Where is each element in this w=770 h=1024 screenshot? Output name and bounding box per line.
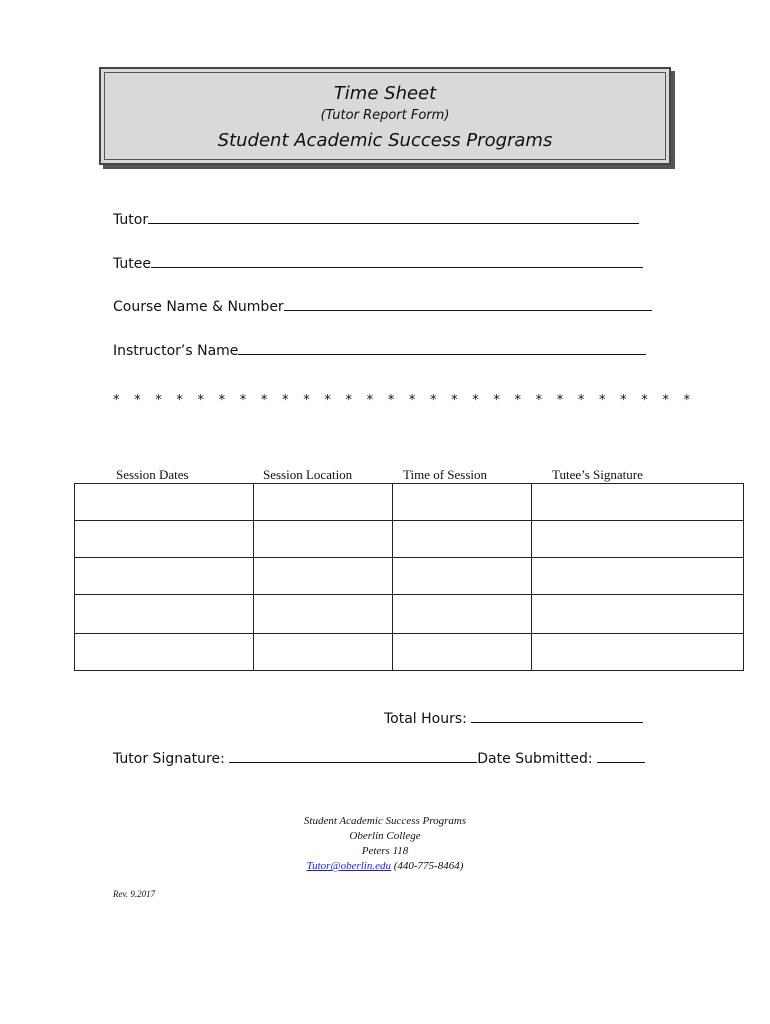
table-cell[interactable] [393, 634, 532, 671]
title-box [99, 67, 671, 165]
table-row [75, 521, 744, 558]
tutee-line[interactable] [151, 253, 643, 268]
instructor-field[interactable] [113, 340, 646, 359]
course-label: Course Name & Number [113, 299, 284, 315]
col-session-dates: Session Dates [116, 467, 189, 482]
total-hours-label: Total Hours: [384, 711, 467, 727]
form-title: Time Sheet [333, 83, 437, 104]
tutee-label: Tutee [113, 256, 152, 272]
tutor-line[interactable] [148, 209, 639, 224]
table-cell[interactable] [532, 634, 744, 671]
tutor-field[interactable] [113, 209, 639, 228]
table-cell[interactable] [254, 521, 393, 558]
instructor-line[interactable] [238, 340, 646, 355]
date-submitted-line[interactable] [597, 750, 645, 763]
revision-note: Rev. 9.2017 [113, 889, 156, 899]
footer-college: Oberlin College [349, 830, 421, 842]
form-subtitle: (Tutor Report Form) [320, 108, 450, 123]
table-cell[interactable] [75, 484, 254, 521]
table-cell[interactable] [532, 558, 744, 595]
table-cell[interactable] [75, 595, 254, 634]
table-cell[interactable] [254, 558, 393, 595]
table-cell[interactable] [393, 521, 532, 558]
table-cell[interactable] [254, 634, 393, 671]
footer-contact-line [0, 859, 770, 874]
table-cell[interactable] [75, 558, 254, 595]
total-hours-field[interactable] [384, 710, 643, 727]
footer-contact [0, 814, 770, 874]
table-row [75, 558, 744, 595]
program-name: Student Academic Success Programs [217, 130, 553, 151]
footer-program: Student Academic Success Programs [303, 815, 467, 827]
table-cell[interactable] [75, 521, 254, 558]
date-submitted-label: Date Submitted: [477, 751, 593, 767]
footer-email-link[interactable]: Tutor@oberlin.edu [306, 860, 391, 872]
table-row [75, 634, 744, 671]
table-cell[interactable] [393, 595, 532, 634]
table-cell[interactable] [532, 595, 744, 634]
footer-phone: (440-775-8464) [393, 860, 464, 872]
separator-stars: * * * * * * * * * * * * * * * * * * * * * * * * * * * * [113, 393, 691, 408]
tutor-signature-label: Tutor Signature: [113, 751, 225, 767]
session-table [74, 483, 744, 671]
table-cell[interactable] [393, 558, 532, 595]
tutee-field[interactable] [113, 253, 643, 272]
footer-office: Peters 118 [361, 845, 409, 857]
tutor-label: Tutor [113, 212, 149, 228]
course-field[interactable] [113, 296, 652, 315]
col-time-of-session: Time of Session [403, 467, 488, 482]
table-cell[interactable] [393, 484, 532, 521]
signature-row [113, 750, 645, 767]
col-session-location: Session Location [263, 467, 353, 482]
instructor-label: Instructor’s Name [113, 343, 239, 359]
table-cell[interactable] [75, 634, 254, 671]
col-tutee-signature: Tutee’s Signature [552, 467, 643, 482]
total-hours-line[interactable] [471, 710, 643, 723]
table-cell[interactable] [532, 484, 744, 521]
table-cell[interactable] [254, 595, 393, 634]
table-cell[interactable] [532, 521, 744, 558]
table-cell[interactable] [254, 484, 393, 521]
tutor-signature-line[interactable] [229, 750, 477, 763]
table-row [75, 595, 744, 634]
course-line[interactable] [284, 296, 652, 311]
table-row [75, 484, 744, 521]
